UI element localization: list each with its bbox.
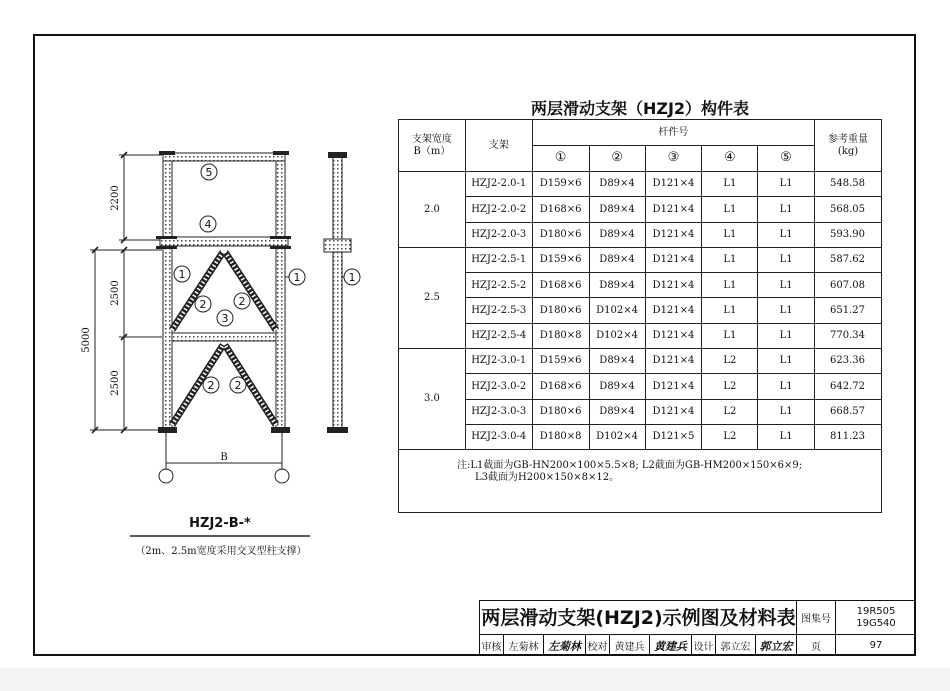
support-id-cell: HZJ2-2.0-1 — [465, 172, 532, 197]
part5-cell: L1 — [758, 323, 815, 348]
weight-cell: 668.57 — [815, 399, 882, 424]
part1-cell: D180×6 — [532, 298, 589, 323]
part2-cell: D89×4 — [589, 374, 645, 399]
support-id-cell: HZJ2-3.0-1 — [465, 349, 532, 374]
part5-cell: L1 — [758, 172, 815, 197]
support-id-cell: HZJ2-2.5-4 — [465, 323, 532, 348]
mark-2-label-c: 2 — [207, 379, 215, 392]
weight-cell: 568.05 — [815, 197, 882, 222]
atlas-number — [835, 600, 916, 634]
part3-cell: D121×4 — [645, 247, 702, 272]
part1-cell: D168×6 — [532, 273, 589, 298]
part-no-5: ⑤ — [758, 146, 815, 172]
width-header-line1: 支架宽度 — [411, 134, 452, 145]
table-row — [399, 349, 882, 374]
dim-width-label: B — [220, 452, 228, 463]
mark-2-label-a: 2 — [199, 298, 207, 311]
part4-cell: L2 — [702, 349, 758, 374]
table-row — [399, 374, 882, 399]
part5-cell: L1 — [758, 298, 815, 323]
mark-2-label-d: 2 — [234, 379, 242, 392]
support-id-cell: HZJ2-2.5-2 — [465, 273, 532, 298]
part4-cell: L1 — [702, 298, 758, 323]
dim-total-label: 5000 — [81, 327, 92, 353]
part1-cell: D180×6 — [532, 222, 589, 247]
checker-name: 黄建兵 — [609, 634, 649, 656]
part4-cell: L1 — [702, 197, 758, 222]
part1-cell: D168×6 — [532, 374, 589, 399]
mark-1-label-left: 1 — [178, 268, 186, 281]
part3-cell: D121×4 — [645, 374, 702, 399]
mark-1-label-side: 1 — [348, 271, 356, 284]
part2-cell: D89×4 — [589, 247, 645, 272]
support-id-cell: HZJ2-3.0-4 — [465, 424, 532, 449]
part5-cell: L1 — [758, 197, 815, 222]
part3-cell: D121×5 — [645, 424, 702, 449]
page-number: 97 — [835, 634, 916, 656]
part1-cell: D159×6 — [532, 172, 589, 197]
part5-cell: L1 — [758, 349, 815, 374]
support-id-cell: HZJ2-3.0-2 — [465, 374, 532, 399]
part4-cell: L2 — [702, 399, 758, 424]
part5-cell: L1 — [758, 399, 815, 424]
note-line-1: 注:L1截面为GB-HN200×100×5.5×8; L2截面为GB-HM200×150×6×9; — [457, 460, 803, 472]
mark-3-label: 3 — [221, 312, 229, 325]
reviewer-name: 左菊林 — [503, 634, 543, 656]
mark-1-label-right: 1 — [293, 271, 301, 284]
mark-4-label: 4 — [204, 218, 212, 231]
part5-cell: L1 — [758, 222, 815, 247]
drawing-main-title: 两层滑动支架(HZJ2)示例图及材料表 — [479, 600, 797, 635]
atlas-number-2: 19G540 — [856, 617, 896, 629]
part3-cell: D121×4 — [645, 349, 702, 374]
part1-cell: D168×6 — [532, 197, 589, 222]
part3-cell: D121×4 — [645, 222, 702, 247]
part2-cell: D89×4 — [589, 197, 645, 222]
dim-top-label: 2200 — [110, 185, 121, 211]
figure-subtitle: （2m、2.5m宽度采用交叉型柱支撑） — [135, 546, 307, 557]
part2-cell: D89×4 — [589, 399, 645, 424]
part5-cell: L1 — [758, 374, 815, 399]
support-header: 支架 — [465, 120, 532, 172]
part4-cell: L1 — [702, 247, 758, 272]
designer-name: 郭立宏 — [715, 634, 755, 656]
part1-cell: D159×6 — [532, 349, 589, 374]
weight-cell: 642.72 — [815, 374, 882, 399]
support-id-cell: HZJ2-2.5-3 — [465, 298, 532, 323]
table-row — [399, 197, 882, 222]
table-row — [399, 222, 882, 247]
part2-cell: D102×4 — [589, 323, 645, 348]
part-no-2: ② — [589, 146, 645, 172]
note-line-2: L3截面为H200×150×8×12。 — [475, 471, 620, 483]
checker-signature: 黄建兵 — [649, 634, 691, 656]
part4-cell: L1 — [702, 222, 758, 247]
part2-cell: D89×4 — [589, 222, 645, 247]
weight-cell: 548.58 — [815, 172, 882, 197]
table-row — [399, 424, 882, 449]
part3-cell: D121×4 — [645, 323, 702, 348]
note-row — [399, 450, 882, 513]
part3-cell: D121×4 — [645, 273, 702, 298]
group-width-cell: 2.5 — [399, 247, 466, 348]
dim-mid-label: 2500 — [110, 280, 121, 306]
weight-cell: 811.23 — [815, 424, 882, 449]
part1-cell: D180×8 — [532, 424, 589, 449]
review-label: 审核 — [479, 634, 503, 656]
weight-header-line2: (kg) — [837, 145, 859, 157]
part2-cell: D89×4 — [589, 349, 645, 374]
part4-cell: L1 — [702, 172, 758, 197]
table-row — [399, 399, 882, 424]
atlas-label: 图集号 — [796, 600, 835, 634]
atlas-number-1: 19R505 — [856, 605, 896, 617]
part-no-4: ④ — [702, 146, 758, 172]
table-row — [399, 172, 882, 197]
part3-cell: D121×4 — [645, 298, 702, 323]
table-row — [399, 247, 882, 272]
part-no-1: ① — [532, 146, 589, 172]
parts-header: 杆件号 — [532, 120, 814, 146]
reviewer-signature: 左菊林 — [543, 634, 585, 656]
table-row — [399, 298, 882, 323]
design-label: 设计 — [691, 634, 715, 656]
support-id-cell: HZJ2-2.5-1 — [465, 247, 532, 272]
part5-cell: L1 — [758, 273, 815, 298]
part4-cell: L2 — [702, 424, 758, 449]
part5-cell: L1 — [758, 424, 815, 449]
table-row — [399, 273, 882, 298]
table-row — [399, 323, 882, 348]
table-note — [399, 450, 882, 513]
table-title: 两层滑动支架（HZJ2）构件表 — [530, 99, 750, 118]
dim-bottom-label: 2500 — [110, 370, 121, 396]
group-width-cell: 2.0 — [399, 172, 466, 248]
part1-cell: D159×6 — [532, 247, 589, 272]
part2-cell: D89×4 — [589, 273, 645, 298]
support-id-cell: HZJ2-3.0-3 — [465, 399, 532, 424]
part2-cell: D89×4 — [589, 172, 645, 197]
mark-2-label-b: 2 — [238, 295, 246, 308]
weight-cell: 651.27 — [815, 298, 882, 323]
weight-header-line1: 参考重量 — [828, 134, 869, 145]
weight-cell: 607.08 — [815, 273, 882, 298]
weight-cell: 623.36 — [815, 349, 882, 374]
group-width-cell: 3.0 — [399, 349, 466, 450]
check-label: 校对 — [585, 634, 609, 656]
part3-cell: D121×4 — [645, 172, 702, 197]
page-label: 页 — [796, 634, 835, 656]
designer-signature: 郭立宏 — [755, 634, 796, 656]
part4-cell: L1 — [702, 273, 758, 298]
weight-cell: 587.62 — [815, 247, 882, 272]
weight-cell: 770.34 — [815, 323, 882, 348]
support-id-cell: HZJ2-2.0-2 — [465, 197, 532, 222]
part4-cell: L2 — [702, 374, 758, 399]
part4-cell: L1 — [702, 323, 758, 348]
table-header-row — [399, 120, 882, 146]
part5-cell: L1 — [758, 247, 815, 272]
part3-cell: D121×4 — [645, 399, 702, 424]
figure-title: HZJ2-B-* — [189, 516, 251, 531]
parts-table — [398, 119, 882, 513]
part1-cell: D180×6 — [532, 399, 589, 424]
part-no-3: ③ — [645, 146, 702, 172]
title-block — [479, 600, 916, 656]
part2-cell: D102×4 — [589, 424, 645, 449]
width-header — [399, 120, 466, 172]
part1-cell: D180×8 — [532, 323, 589, 348]
width-header-line2: B（m） — [413, 145, 451, 157]
support-id-cell: HZJ2-2.0-3 — [465, 222, 532, 247]
mark-5-label: 5 — [205, 166, 213, 179]
part2-cell: D102×4 — [589, 298, 645, 323]
weight-cell: 593.90 — [815, 222, 882, 247]
part3-cell: D121×4 — [645, 197, 702, 222]
bottom-margin — [0, 668, 950, 691]
weight-header — [815, 120, 882, 172]
